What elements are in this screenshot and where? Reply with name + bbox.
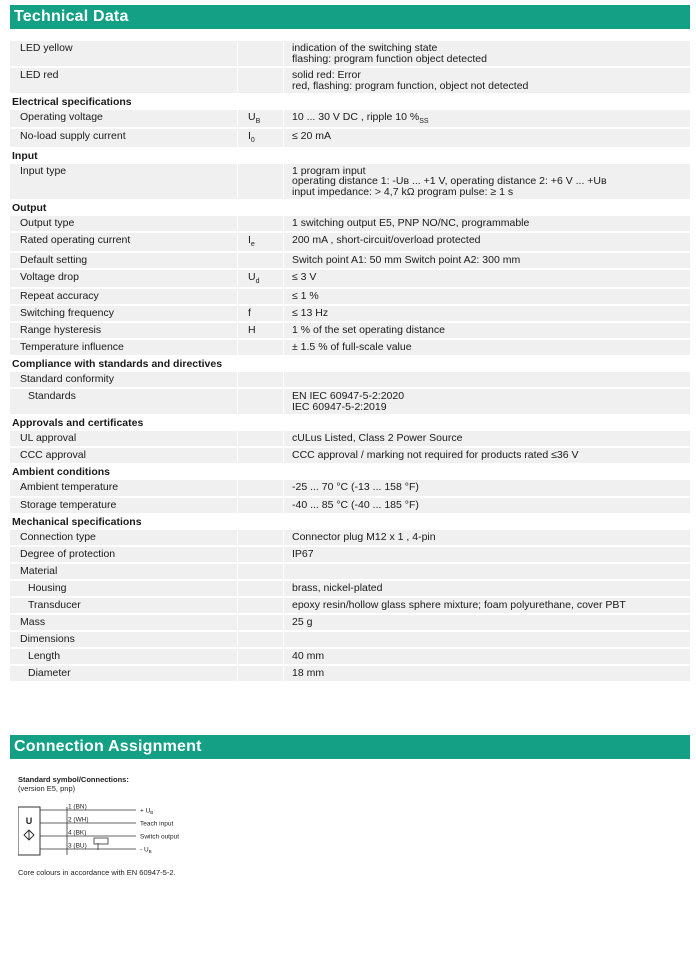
spec-label: Dimensions	[10, 632, 238, 647]
spec-value	[284, 581, 690, 596]
spec-value-line	[292, 549, 690, 560]
spec-value	[284, 216, 690, 231]
spec-label: Ambient temperature	[10, 480, 238, 495]
spec-symbol	[238, 233, 284, 250]
symbol-main: H	[248, 324, 256, 337]
spec-row	[10, 581, 690, 598]
spec-value-line	[292, 308, 690, 319]
pin-lines	[40, 804, 179, 855]
spec-value-text: 40 mm	[292, 649, 325, 662]
spec-value-text: 1 switching output E5, PNP NO/NC, programmable	[292, 217, 530, 230]
spec-row	[10, 340, 690, 357]
spec-value	[284, 480, 690, 495]
spec-row	[10, 564, 690, 581]
spec-value-line	[292, 187, 690, 198]
spec-value	[284, 530, 690, 545]
spec-label: Connection type	[10, 530, 238, 545]
spec-value-text: Switch point A1: 50 mm Switch point A2: 300 mm	[292, 253, 521, 266]
spec-value-text: solid red: Error	[292, 69, 361, 81]
spec-row	[10, 448, 690, 465]
section-heading-label: Compliance with standards and directives	[12, 358, 223, 371]
spec-value-text: Connector plug M12 x 1 , 4-pin	[292, 530, 436, 543]
spec-value-text: brass, nickel-plated	[292, 581, 383, 594]
spec-value-line	[292, 291, 690, 302]
pin-signal-text: - U	[140, 846, 149, 854]
pin-signal-text: Teach input	[140, 820, 174, 828]
symbol-subscript: B	[255, 118, 261, 126]
spec-value-line	[292, 668, 690, 679]
spec-value	[284, 564, 690, 579]
spec-symbol	[238, 306, 284, 321]
spec-row	[10, 289, 690, 306]
spec-value-text: 25 g	[292, 615, 313, 628]
spec-row	[10, 666, 690, 683]
section-heading	[10, 95, 690, 110]
spec-row	[10, 164, 690, 202]
spec-row	[10, 270, 690, 289]
pin-signal	[140, 847, 152, 855]
spec-value-line	[292, 402, 690, 413]
spec-symbol	[238, 632, 284, 647]
spec-label: Standards	[10, 389, 238, 414]
spec-value-line	[292, 600, 690, 611]
spec-value	[284, 431, 690, 446]
spec-label: Length	[10, 649, 238, 664]
spec-value-text: -25 ... 70 °C (-13 ... 158 °F)	[292, 481, 419, 494]
spec-value-text: 18 mm	[292, 666, 325, 679]
spec-label: Voltage drop	[10, 270, 238, 287]
spec-value	[284, 270, 690, 287]
spec-label: Degree of protection	[10, 547, 238, 562]
spec-value-text: 200 mA , short-circuit/overload protected	[292, 234, 481, 247]
spec-value-text: epoxy resin/hollow glass sphere mixture; foam polyurethane, cover PBT	[292, 598, 626, 611]
spec-label: Housing	[10, 581, 238, 596]
spec-row	[10, 323, 690, 340]
spec-symbol	[238, 431, 284, 446]
spec-value	[284, 340, 690, 355]
spec-value-line	[292, 131, 690, 142]
spec-row	[10, 253, 690, 270]
technical-data-header: Technical Data	[10, 5, 690, 29]
symbol-main: U	[248, 270, 256, 283]
spec-value	[284, 649, 690, 664]
spec-label: CCC approval	[10, 448, 238, 463]
spec-value-line	[292, 433, 690, 444]
spec-row	[10, 480, 690, 497]
section-heading	[10, 357, 690, 372]
spec-row	[10, 68, 690, 95]
spec-label: Rated operating current	[10, 233, 238, 250]
connection-symbol-caption	[18, 775, 129, 793]
spec-value	[284, 372, 690, 387]
connection-diagram	[18, 800, 218, 862]
spec-label: Mass	[10, 615, 238, 630]
spec-value	[284, 389, 690, 414]
spec-row	[10, 498, 690, 515]
section-heading-label: Mechanical specifications	[12, 515, 142, 528]
spec-symbol	[238, 68, 284, 93]
spec-value-text: EN IEC 60947-5-2:2020	[292, 390, 405, 403]
spec-row	[10, 632, 690, 649]
spec-label: Range hysteresis	[10, 323, 238, 338]
spec-row	[10, 431, 690, 448]
spec-value-text: ≤ 20 mA	[292, 130, 332, 143]
connection-assignment-header: Connection Assignment	[10, 735, 690, 759]
spec-value-line	[292, 272, 690, 283]
symbol-subscript: d	[255, 277, 260, 285]
section-heading	[10, 416, 690, 431]
spec-value-line	[292, 54, 690, 65]
spec-value	[284, 615, 690, 630]
value-subscript: SS	[419, 118, 429, 126]
spec-label: LED red	[10, 68, 238, 93]
spec-value-line	[292, 255, 690, 266]
spec-row	[10, 306, 690, 323]
symbol-title: Standard symbol/Connections:	[18, 775, 129, 784]
spec-value	[284, 666, 690, 681]
spec-symbol	[238, 253, 284, 268]
spec-value-line	[292, 450, 690, 461]
pin-signal-subscript: B	[150, 810, 154, 815]
section-heading-label: Input	[12, 149, 38, 162]
pin-signal-text: Switch output	[140, 833, 180, 841]
symbol-main: f	[248, 307, 251, 320]
spec-value	[284, 129, 690, 146]
section-heading-label: Ambient conditions	[12, 466, 110, 479]
spec-row	[10, 233, 690, 252]
spec-value-line	[292, 532, 690, 543]
spec-label: Diameter	[10, 666, 238, 681]
spec-value-text: 10 ... 30 V DC , ripple 10 %	[292, 111, 420, 124]
spec-row	[10, 216, 690, 233]
spec-label: Input type	[10, 164, 238, 200]
spec-row	[10, 530, 690, 547]
spec-value	[284, 306, 690, 321]
spec-value	[284, 41, 690, 66]
spec-value-text: ≤ 13 Hz	[292, 307, 329, 320]
spec-value	[284, 323, 690, 338]
spec-value	[284, 547, 690, 562]
spec-symbol	[238, 110, 284, 127]
spec-label: Storage temperature	[10, 498, 238, 513]
technical-data-table	[10, 41, 690, 683]
spec-value-text: IP67	[292, 547, 314, 560]
spec-value-text: -40 ... 85 °C (-40 ... 185 °F)	[292, 498, 419, 511]
spec-value-line	[292, 235, 690, 246]
pin-signal	[140, 808, 153, 816]
section-heading	[10, 515, 690, 530]
spec-value-line	[292, 651, 690, 662]
spec-symbol	[238, 598, 284, 613]
spec-symbol	[238, 581, 284, 596]
spec-symbol	[238, 564, 284, 579]
spec-value	[284, 598, 690, 613]
spec-row	[10, 41, 690, 68]
spec-value	[284, 289, 690, 304]
spec-label: Default setting	[10, 253, 238, 268]
spec-value	[284, 68, 690, 93]
spec-value	[284, 253, 690, 268]
spec-row	[10, 598, 690, 615]
spec-symbol	[238, 129, 284, 146]
spec-value	[284, 110, 690, 127]
spec-value-text: ≤ 1 %	[292, 290, 319, 303]
pin-number: 2 (WH)	[68, 816, 89, 824]
spec-label: No-load supply current	[10, 129, 238, 146]
spec-value-line	[292, 112, 690, 125]
pin-number: 3 (BU)	[68, 842, 87, 850]
spec-value-text: cULus Listed, Class 2 Power Source	[292, 432, 463, 445]
spec-value-text: ± 1.5 % of full-scale value	[292, 341, 412, 354]
spec-value	[284, 233, 690, 250]
spec-value-text: CCC approval / marking not required for products rated ≤36 V	[292, 449, 579, 462]
spec-symbol	[238, 164, 284, 200]
spec-symbol	[238, 340, 284, 355]
spec-label: Output type	[10, 216, 238, 231]
section-heading-label: Electrical specifications	[12, 96, 132, 108]
spec-value-line	[292, 583, 690, 594]
spec-symbol	[238, 372, 284, 387]
spec-value-line	[292, 374, 690, 385]
symbol-main: I	[248, 130, 251, 143]
spec-row	[10, 649, 690, 666]
spec-symbol	[238, 216, 284, 231]
spec-symbol	[238, 289, 284, 304]
pin-number: 4 (BK)	[68, 829, 87, 837]
spec-value-text: red, flashing: program function, object not detected	[292, 79, 529, 92]
spec-symbol	[238, 323, 284, 338]
spec-symbol	[238, 498, 284, 513]
symbol-subscript: e	[250, 241, 255, 249]
spec-value	[284, 498, 690, 513]
spec-symbol	[238, 270, 284, 287]
spec-value-line	[292, 634, 690, 645]
spec-symbol	[238, 448, 284, 463]
spec-label: Transducer	[10, 598, 238, 613]
resistor-icon	[94, 838, 108, 850]
spec-value	[284, 632, 690, 647]
spec-value-text: input impedance: > 4,7 kΩ program pulse: ≥ 1 s	[292, 185, 514, 198]
box-u-label: U	[25, 816, 33, 826]
spec-symbol	[238, 666, 284, 681]
spec-value-text: flashing: program function object detected	[292, 52, 487, 65]
spec-value	[284, 164, 690, 200]
spec-value-text: indication of the switching state	[292, 42, 438, 54]
pin-number: 1 (BN)	[68, 803, 87, 811]
spec-symbol	[238, 649, 284, 664]
section-heading-label: Output	[12, 202, 47, 215]
spec-row	[10, 615, 690, 632]
spec-value-line	[292, 566, 690, 577]
spec-label: UL approval	[10, 431, 238, 446]
symbol-main: U	[248, 111, 256, 124]
spec-value-text: 1 % of the set operating distance	[292, 324, 445, 337]
spec-label: Switching frequency	[10, 306, 238, 321]
spec-symbol	[238, 480, 284, 495]
pin-signal-text: + U	[140, 807, 151, 815]
spec-value-line	[292, 325, 690, 336]
pin-signal	[140, 834, 179, 841]
spec-value-line	[292, 500, 690, 511]
spec-symbol	[238, 547, 284, 562]
spec-label: Material	[10, 564, 238, 579]
spec-value-line	[292, 218, 690, 229]
spec-label: Temperature influence	[10, 340, 238, 355]
spec-symbol	[238, 615, 284, 630]
core-colours-note: Core colours in accordance with EN 60947-5-2.	[18, 868, 176, 877]
spec-value-line	[292, 81, 690, 92]
spec-value	[284, 448, 690, 463]
spec-symbol	[238, 530, 284, 545]
spec-value-text: operating distance 1: -Uʙ ... +1 V, operating distance 2: +6 V ... +Uʙ	[292, 175, 607, 188]
pin-signal-subscript: B	[148, 849, 152, 854]
section-heading-label: Approvals and certificates	[12, 417, 144, 430]
spec-row	[10, 547, 690, 564]
spec-value-text: 1 program input	[292, 164, 366, 177]
spec-label: Operating voltage	[10, 110, 238, 127]
spec-row	[10, 129, 690, 148]
diamond-symbol-icon	[24, 830, 34, 840]
spec-value-line	[292, 617, 690, 628]
section-heading	[10, 465, 690, 480]
spec-label: Repeat accuracy	[10, 289, 238, 304]
symbol-main: I	[248, 234, 251, 247]
spec-row	[10, 110, 690, 129]
spec-label: Standard conformity	[10, 372, 238, 387]
section-heading	[10, 149, 690, 164]
spec-value-line	[292, 482, 690, 493]
spec-symbol	[238, 389, 284, 414]
spec-label: LED yellow	[10, 41, 238, 66]
spec-value-line	[292, 342, 690, 353]
symbol-subscript: 0	[250, 137, 255, 145]
spec-value-text: IEC 60947-5-2:2019	[292, 400, 387, 413]
pin-signal	[140, 821, 173, 828]
spec-row	[10, 389, 690, 416]
spec-symbol	[238, 41, 284, 66]
symbol-subtitle: (version E5, pnp)	[18, 784, 76, 793]
spec-value-text: ≤ 3 V	[292, 270, 317, 283]
section-heading	[10, 201, 690, 216]
spec-row	[10, 372, 690, 389]
